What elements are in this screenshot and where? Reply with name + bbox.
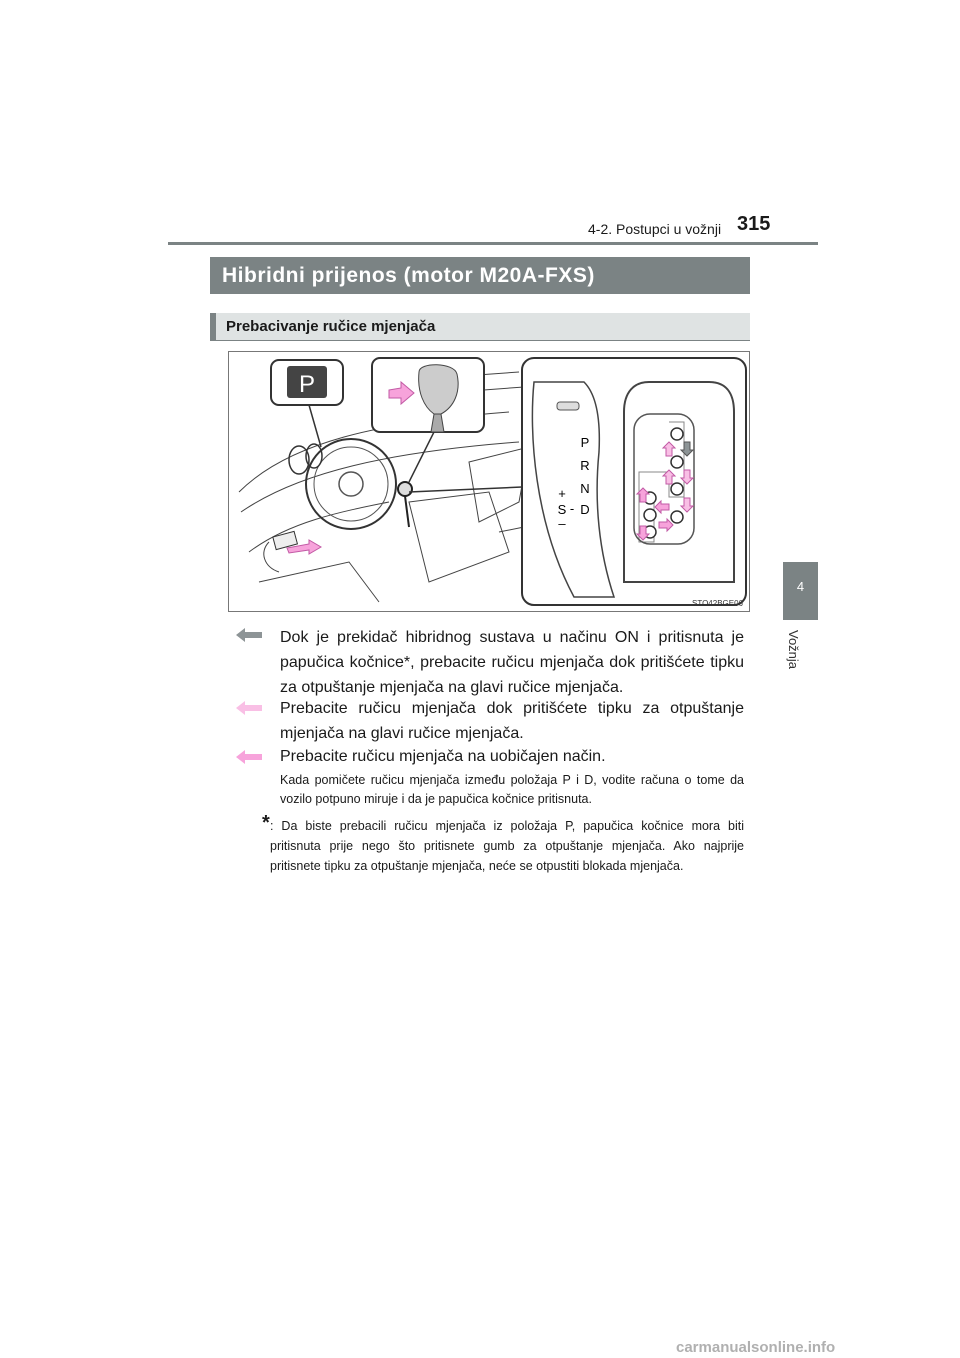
section-title: Hibridni prijenos (motor M20A-FXS) bbox=[210, 257, 750, 294]
dark-arrow-icon bbox=[234, 625, 264, 645]
p-indicator-letter: P bbox=[298, 371, 316, 398]
steering-hub bbox=[339, 472, 363, 496]
gate-label-d: D bbox=[580, 502, 590, 517]
p-callout-leader bbox=[309, 405, 321, 447]
header-divider bbox=[168, 242, 818, 245]
gate-label-n: N bbox=[580, 481, 590, 496]
shift-stem bbox=[405, 496, 409, 527]
chapter-tab: 4 bbox=[783, 562, 818, 620]
gate-label-r: R bbox=[580, 458, 590, 473]
gate-panel-right bbox=[624, 382, 734, 582]
section-reference: 4-2. Postupci u vožnji bbox=[588, 221, 722, 237]
gate-indicator-slot bbox=[557, 402, 579, 410]
instruction-2: Prebacite ručicu mjenjača dok pritišćete tipku za otpuštanje mjenjača na glavi ručice mjenjača. bbox=[280, 700, 744, 742]
pink-arrow-icon bbox=[234, 747, 264, 767]
gate-stop-d bbox=[671, 511, 683, 523]
subsection-title: Prebacivanje ručice mjenjača bbox=[210, 313, 750, 341]
steering-wheel bbox=[306, 439, 396, 529]
figure-code: STO42BGE06 bbox=[692, 599, 743, 608]
page-number: 315 bbox=[737, 213, 771, 235]
knob-callout-leader bbox=[409, 432, 434, 482]
shift-lever-illustration bbox=[228, 351, 750, 612]
gate-stop-s bbox=[644, 509, 656, 521]
gate-label-plus: + bbox=[558, 486, 566, 501]
watermark: carmanualsonline.info bbox=[676, 1339, 836, 1356]
light-pink-arrow-icon bbox=[234, 698, 264, 718]
gate-label-p: P bbox=[580, 435, 590, 450]
caution-note: Kada pomičete ručicu mjenjača između položaja P i D, vodite računa o tome da vozilo potpuno miruje i da je papučica kočnice pritisnuta. bbox=[280, 773, 744, 806]
gate-stop-n bbox=[671, 483, 683, 495]
gate-label-s: S bbox=[557, 502, 567, 517]
shift-knob-small bbox=[398, 482, 412, 496]
footnote-mark: * bbox=[262, 812, 270, 834]
illustration-svg bbox=[229, 352, 749, 611]
gate-label-dash: - bbox=[569, 501, 575, 516]
gate-callout-leader bbox=[409, 487, 522, 492]
footnote-text: : Da biste prebacili ručicu mjenjača iz položaja P, papučica kočnice mora biti pritisnuta prije nego što pritisnete gumb za otpuštanje mjenjača. Ako najprije pritisnete tipku za otpuštanje mjenjača, neće se otpustiti blokada mjenjača. bbox=[270, 819, 744, 873]
gate-stop-r bbox=[671, 456, 683, 468]
gate-stop-p bbox=[671, 428, 683, 440]
gate-label-minus: – bbox=[558, 516, 566, 531]
instruction-3: Prebacite ručicu mjenjača na uobičajen način. bbox=[280, 748, 606, 765]
instruction-1: Dok je prekidač hibridnog sustava u načinu ON i pritisnuta je papučica kočnice*, prebacite ručicu mjenjača dok pritišćete tipku za otpuštanje mjenjača na glavi ručice mjenjača. bbox=[280, 629, 744, 696]
chapter-label: Vožnja bbox=[786, 630, 801, 670]
